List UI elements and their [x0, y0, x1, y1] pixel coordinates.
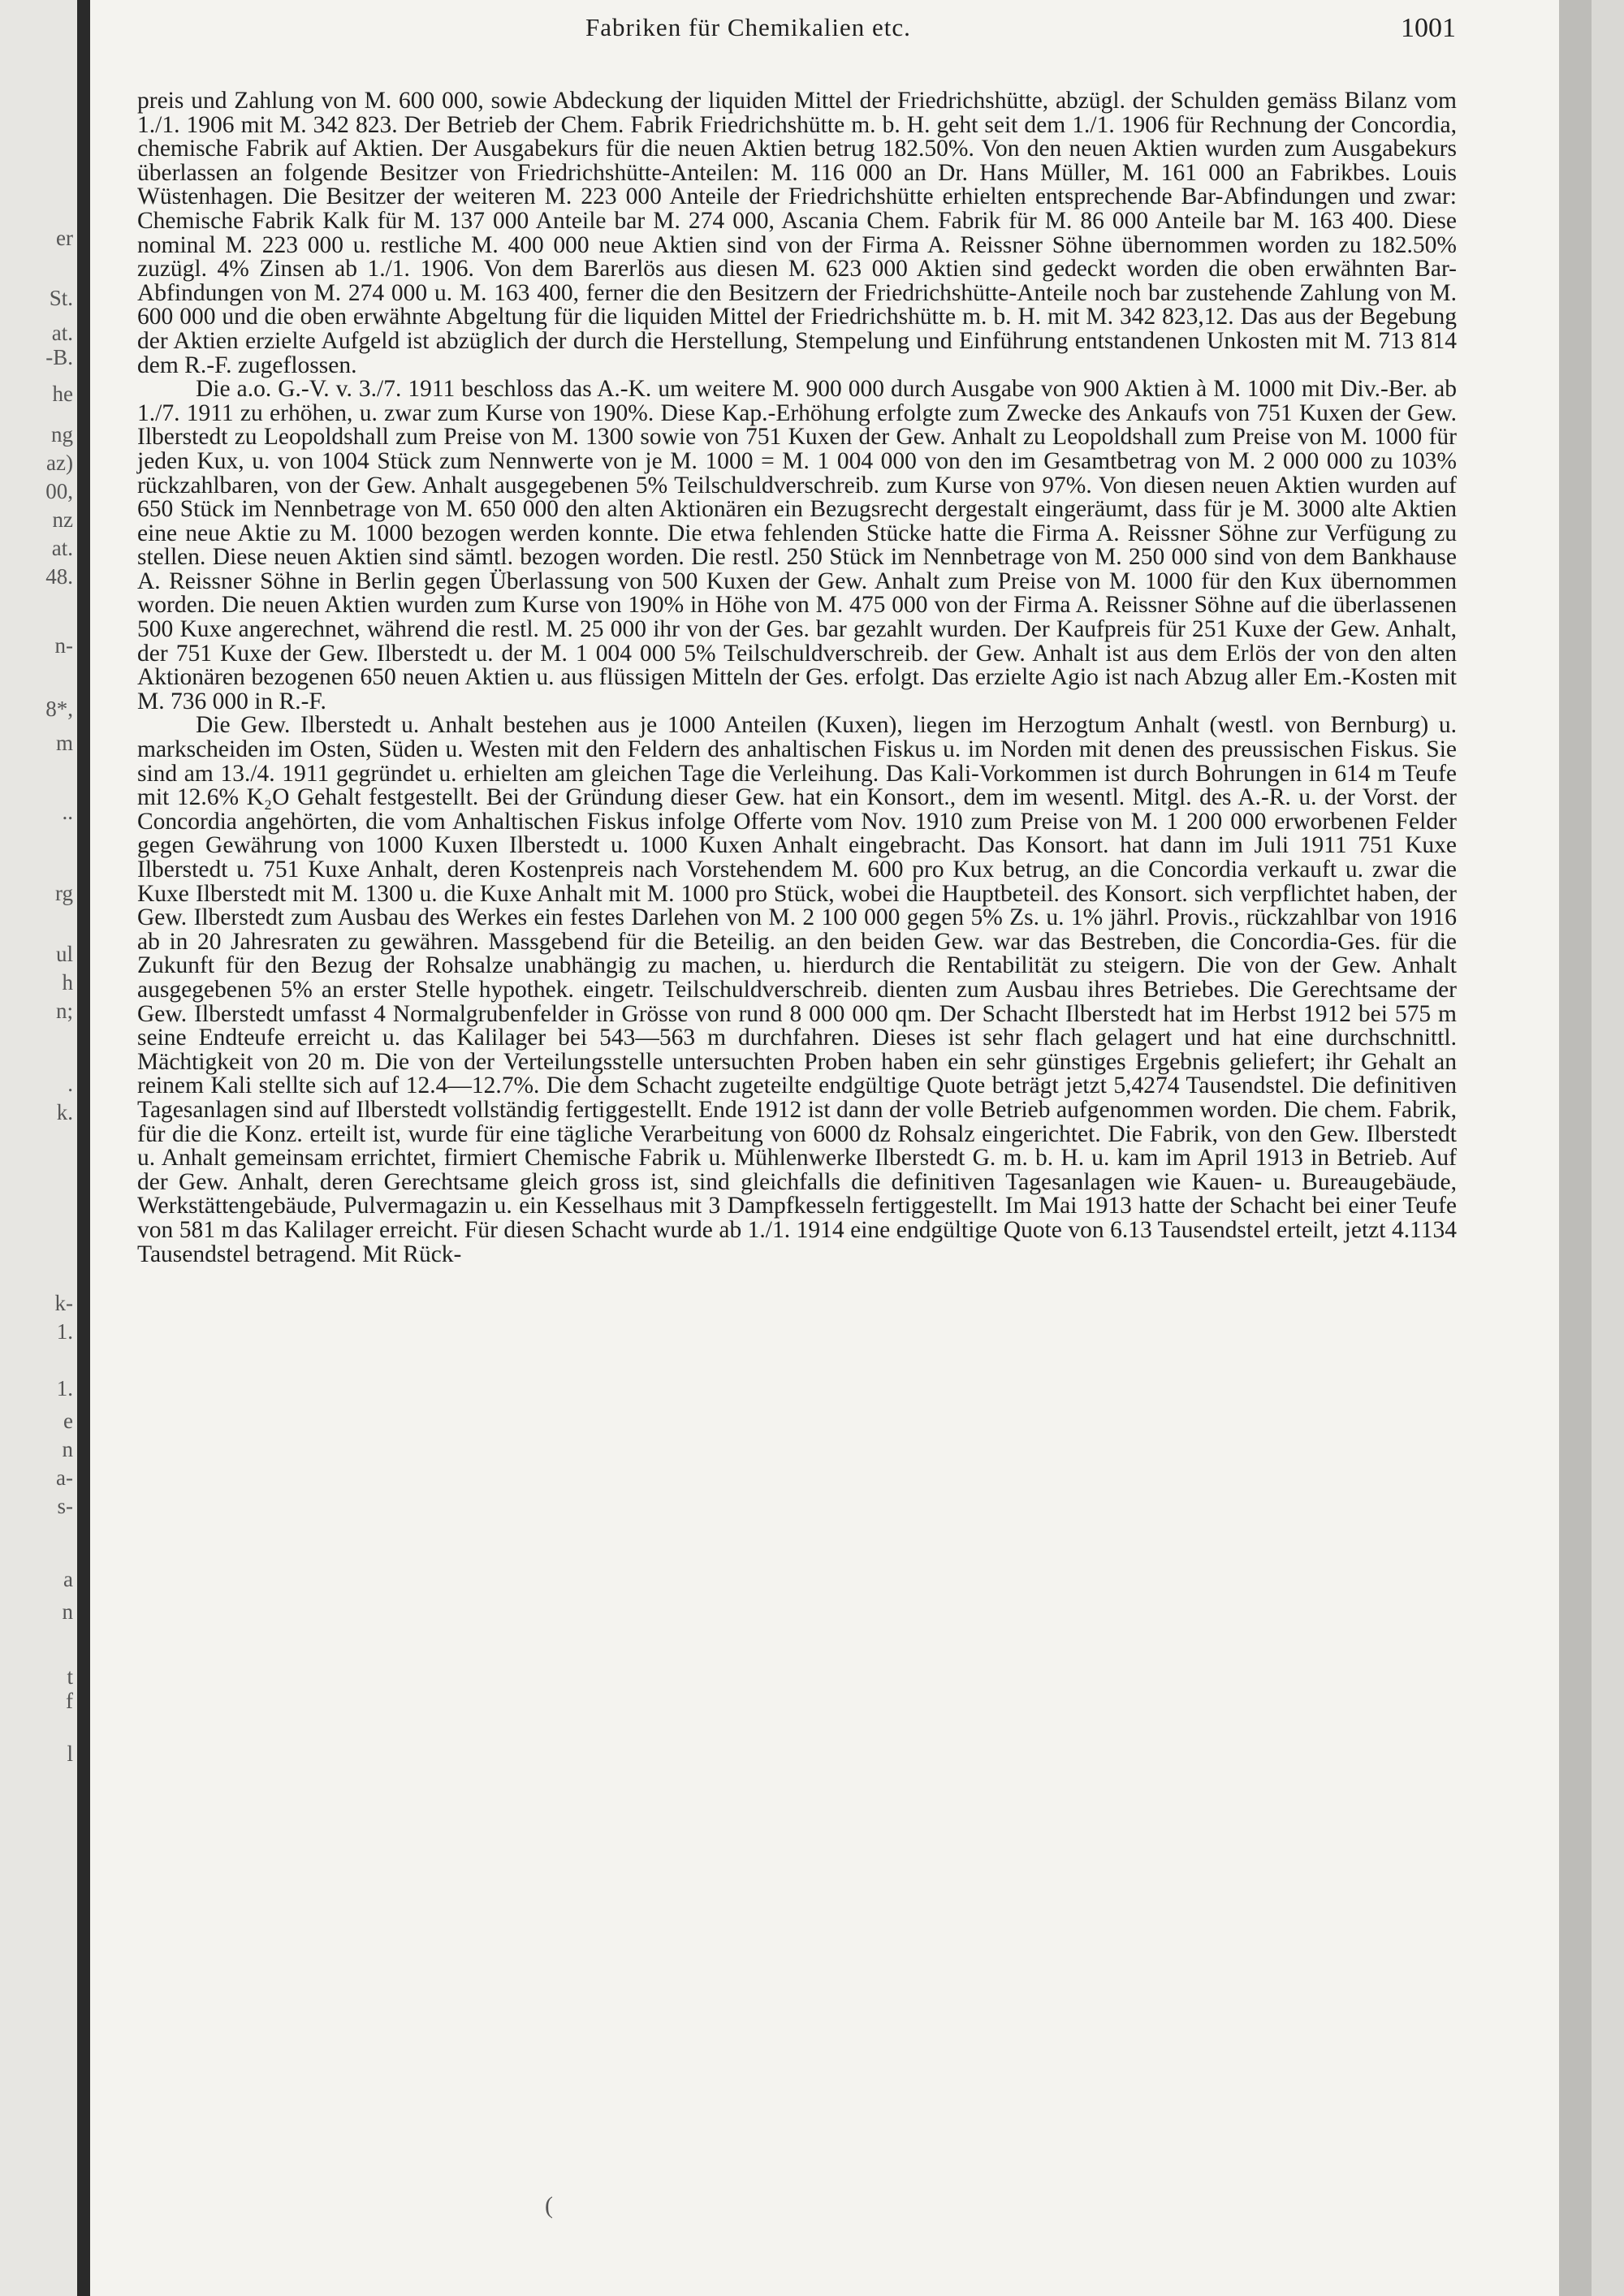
paragraph-capital-issue: preis und Zahlung von M. 600 000, sowie Abdeckung der liquiden Mittel der Friedrichshütte, abzügl. der Schulden gemäss Bilanz vom 1./1. 1906 mit M. 342 823. Der Betrieb der Chem. Fabrik Friedrichshütte m. b. H. geht seit dem 1./1. 1906 für Rechnung der Concordia, chemische Fabrik auf Aktien. Der Ausgabekurs für die neuen Aktien betrug 182.50%. Von den neuen Aktien wurden zum Ausgabekurs überlassen an folgende Besitzer von Friedrichshütte-Anteilen: M. 116 000 an Dr. Hans Müller, M. 161 000 an Fabrikbes. Louis Wüstenhagen. Die Besitzer der weiteren M. 223 000 Anteile der Friedrichshütte erhielten entsprechende Bar-Abfindungen und zwar: Chemische Fabrik Kalk für M. 137 000 Anteile bar M. 274 000, Ascania Chem. Fabrik für M. 86 000 Anteile bar M. 163 400. Diese nominal M. 223 000 u. restliche M. 400 000 neue Aktien sind von der Firma A. Reissner Söhne übernommen worden zu 182.50% zuzügl. 4% Zinsen ab 1./1. 1906. Von dem Barerlös aus diesen M. 623 000 Aktien sind gedeckt worden die oben erwähnten Bar-Abfindungen von M. 274 000 u. M. 163 400, ferner die den Besitzern der Friedrichshütte-Anteile noch bar zustehende Zahlung von M. 600 000 und die oben erwähnte Abgeltung für die liquiden Mittel der Friedrichshütte m. b. H. mit M. 342 823,12. Das aus der Begebung der Aktien erzielte Aufgeld ist abzüglich der durch die Herstellung, Stempelung und Einführung entstandenen Unkosten mit M. 713 814 dem R.-F. zugeflossen.	[137, 88, 1457, 378]
gutter-fragment: t	[67, 1664, 73, 1689]
gutter-fragment: n-	[54, 633, 73, 658]
gutter-fragment: St.	[49, 286, 73, 310]
adjacent-page-strip	[0, 0, 90, 2296]
gutter-fragment: m	[55, 731, 73, 755]
gutter-fragment: ..	[62, 800, 73, 824]
gutter-fragment: at.	[51, 536, 73, 560]
gutter-fragment: n	[62, 1599, 73, 1624]
gutter-fragment: at.	[51, 321, 73, 345]
stray-mark: (	[545, 2192, 553, 2219]
page-number: 1001	[1401, 13, 1456, 43]
gutter-fragment: l	[67, 1741, 73, 1766]
gutter-fragment: n	[62, 1437, 73, 1461]
page-edge-shadow	[1559, 0, 1592, 2296]
gutter-fragment: s-	[57, 1494, 73, 1518]
gutter-fragment: 1.	[56, 1319, 73, 1344]
gutter-fragment: er	[56, 226, 73, 250]
gutter-fragment: h	[62, 970, 73, 995]
gutter-fragment: .	[67, 1072, 73, 1096]
gutter-fragment: ul	[55, 942, 73, 966]
gutter-fragment: k-	[54, 1291, 73, 1315]
gutter-fragment: 8*,	[45, 697, 73, 721]
gutter-fragment: f	[66, 1689, 73, 1713]
paragraph-capital-increase-1911: Die a.o. G.-V. v. 3./7. 1911 beschloss das A.-K. um weitere M. 900 000 durch Ausgabe von 900 Aktien à M. 1000 mit Div.-Ber. ab 1./7. 1911 zu erhöhen, u. zwar zum Kurse von 190%. Diese Kap.-Erhöhung erfolgte zum Zwecke des Ankaufs von 751 Kuxen der Gew. Ilberstedt zu Leopoldshall zum Preise von M. 1300 sowie von 751 Kuxen der Gew. Anhalt zu Leopoldshall zum Preise von M. 1000 für jeden Kux, u. von 1004 Stück zum Nennwerte von je M. 1000 = M. 1 004 000 von den im Gesamtbetrag von M. 2 000 000 zu 103% rückzahlbaren, von der Gew. Anhalt ausgegebenen 5% Teilschuldverschreib. zum Kurse von 97%. Von diesen neuen Aktien wurden auf 650 Stück im Nennbetrage von M. 650 000 den alten Aktionären ein Bezugsrecht dergestalt eingeräumt, dass für je M. 3000 alte Aktien eine neue Aktie zu M. 1000 bezogen werden konnte. Die etwa fehlenden Stücke hatte die Firma A. Reissner Söhne zur Verfügung zu stellen. Diese neuen Aktien sind sämtl. bezogen worden. Die restl. 250 Stück im Nennbetrage von M. 250 000 sind von dem Bankhause A. Reissner Söhne in Berlin gegen Überlassung von 500 Kuxen der Gew. Anhalt zum Preise von M. 1000 für den Kux übernommen worden. Die neuen Aktien wurden zum Kurse von 190% in Höhe von M. 475 000 von der Firma A. Reissner Söhne auf die überlassenen 500 Kuxe angerechnet, während die restl. M. 25 000 ihr von der Ges. bar gezahlt wurden. Der Kaufpreis für 251 Kuxe der Gew. Anhalt, der 751 Kuxe der Gew. Ilberstedt u. der M. 1 004 000 5% Teilschuldverschreib. der Gew. Anhalt ist aus dem Erlös der von den alten Aktionären bezogenen 650 neuen Aktien u. aus flüssigen Mitteln der Ges. erfolgt. Das erzielte Agio ist nach Abzug aller Em.-Kosten mit M. 736 000 in R.-F.	[137, 376, 1457, 714]
running-header	[90, 13, 1456, 45]
paragraph-ilberstedt-anhalt: Die Gew. Ilberstedt u. Anhalt bestehen aus je 1000 Anteilen (Kuxen), liegen im Herzogtum Anhalt (westl. von Bernburg) u. markscheiden im Osten, Süden u. Westen mit den Feldern des anhaltischen Fiskus u. im Norden mit denen des preussischen Fiskus. Sie sind am 13./4. 1911 gegründet u. erhielten am gleichen Tage die Verleihung. Das Kali-Vorkommen ist durch Bohrungen in 614 m Teufe mit 12.6% K₂O Gehalt festgestellt. Bei der Gründung dieser Gew. hat ein Konsort., dem im wesentl. Mitgl. des A.-R. u. der Vorst. der Concordia angehörten, die vom Anhaltischen Fiskus infolge Offerte vom Nov. 1910 zum Preise von M. 1 200 000 erworbenen Felder gegen Gewährung von 1000 Kuxen Ilberstedt u. 1000 Kuxen Anhalt eingebracht. Das Konsort. hat dann im Juli 1911 751 Kuxe Ilberstedt u. 751 Kuxe Anhalt, deren Kostenpreis nach Vorstehendem M. 600 pro Kux betrug, an die Concordia verkauft u. zwar die Kuxe Ilberstedt mit M. 1300 u. die Kuxe Anhalt mit M. 1000 pro Stück, wobei die Hauptbeteil. des Konsort. sich verpflichtet haben, der Gew. Ilberstedt zum Ausbau des Werkes ein festes Darlehen von M. 2 100 000 gegen 5% Zs. u. 1% jährl. Provis., rückzahlbar von 1916 ab in 20 Jahresraten zu gewähren. Massgebend für die Beteilig. an den beiden Gew. war das Bestreben, die Concordia-Ges. für die Zukunft für den Bezug der Rohsalze unabhängig zu machen, u. hierdurch die Rentabilität zu steigern. Die von der Gew. Anhalt ausgegebenen 5% an erster Stelle hypothek. eingetr. Teilschuldverschreib. dienten zum Ausbau ihres Betriebes. Die Gerechtsame der Gew. Ilberstedt umfasst 4 Normalgrubenfelder in Grösse von rund 8 000 000 qm. Der Schacht Ilberstedt hat im Herbst 1912 bei 575 m seine Endteufe erreicht u. das Kalilager bei 543—563 m durchfahren. Dieses ist sehr flach gelagert und hat eine durchschnittl. Mächtigkeit von 20 m. Die von der Verteilungsstelle untersuchten Proben haben ein sehr günstiges Ergebnis geliefert; ihr Gehalt an reinem Kali stellte sich auf 12.4—12.7%. Die dem Schacht zugeteilte endgültige Quote beträgt jetzt 5,4274 Tausendstel. Die definitiven Tagesanlagen sind auf Ilberstedt vollständig fertiggestellt. Ende 1912 ist dann der volle Betrieb aufgenommen worden. Die chem. Fabrik, für die die Konz. erteilt ist, wurde für eine tägliche Verarbeitung von 6000 dz Rohsalz eingerichtet. Die Fabrik, von den Gew. Ilberstedt u. Anhalt gemeinsam errichtet, firmiert Chemische Fabrik u. Mühlenwerke Ilberstedt G. m. b. H. u. kam im April 1913 in Betrieb. Auf der Gew. Anhalt, deren Gerechtsame gleich gross ist, sind gleichfalls die definitiven Tagesanlagen wie Kauen- u. Bureaugebäude, Werkstättengebäude, Pulvermagazin u. ein Kesselhaus mit 3 Dampfkesseln fertiggestellt. Im Mai 1913 hatte der Schacht bei einer Teufe von 581 m das Kalilager erreicht. Für diesen Schacht wurde ab 1./1. 1914 eine endgültige Quote von 6.13 Tausendstel erteilt, jetzt 4.1134 Tausendstel betragend. Mit Rück-	[137, 712, 1457, 1267]
gutter-fragment: 48.	[45, 564, 73, 589]
gutter-fragment: 00,	[45, 479, 73, 503]
gutter-fragment: 1.	[56, 1376, 73, 1400]
gutter-fragment: e	[63, 1409, 73, 1433]
gutter-fragment: -B.	[45, 345, 73, 369]
body-text	[137, 89, 1457, 1267]
gutter-fragment: ng	[51, 422, 73, 447]
header-title: Fabriken für Chemikalien etc.	[585, 13, 911, 41]
gutter-fragment: nz	[52, 507, 73, 532]
gutter-fragment: a	[63, 1567, 73, 1591]
book-page	[90, 0, 1592, 2296]
gutter-fragment: k.	[56, 1100, 73, 1124]
gutter-fragment: he	[52, 382, 73, 406]
gutter-fragment: a-	[56, 1465, 73, 1490]
gutter-fragment: rg	[54, 881, 73, 905]
gutter-fragment: n;	[55, 999, 73, 1023]
gutter-fragment: az)	[46, 451, 73, 475]
